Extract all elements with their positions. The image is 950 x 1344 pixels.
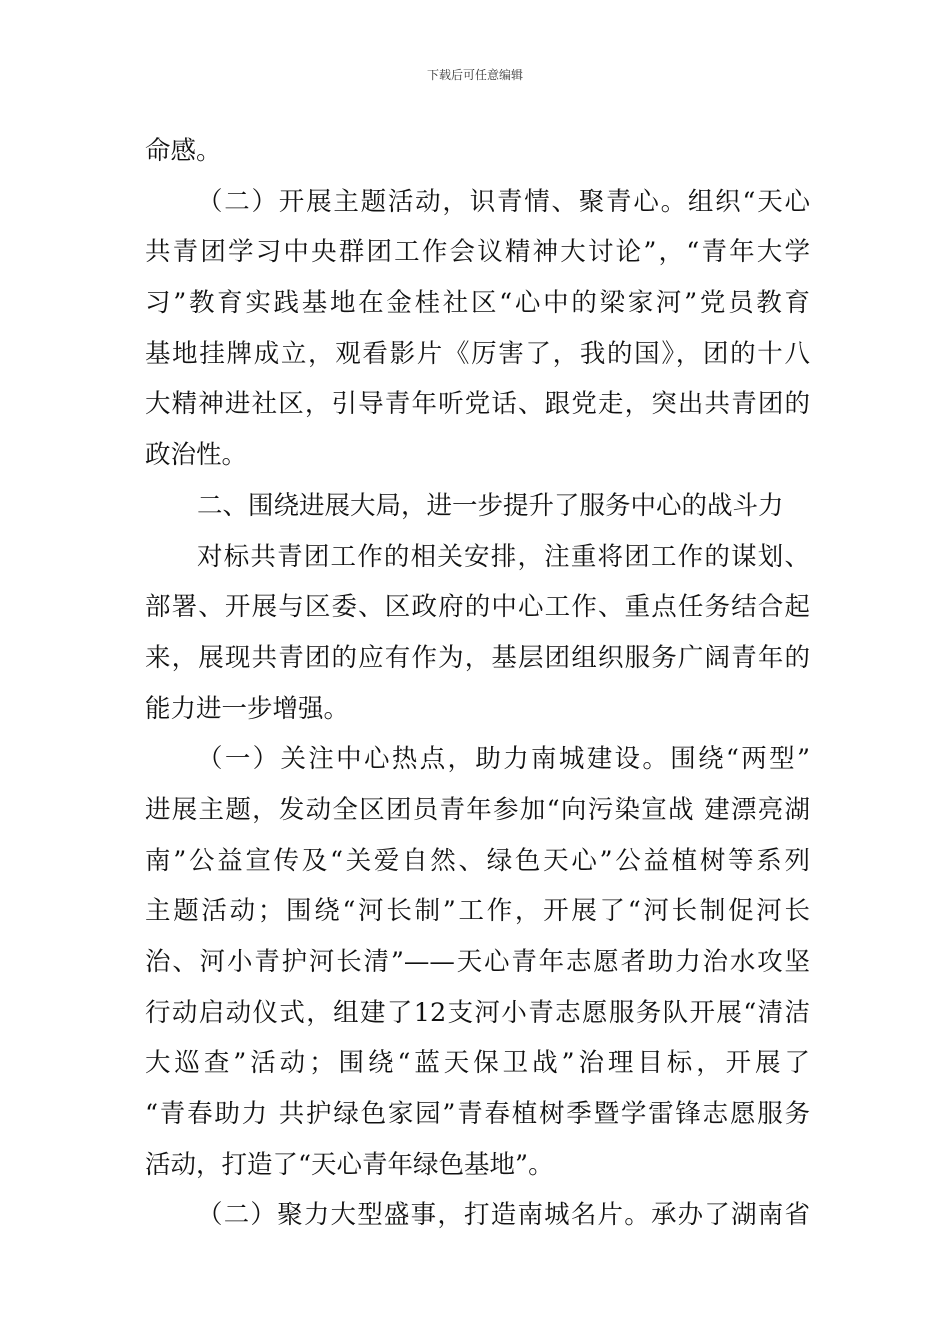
text-line: 基地挂牌成立，观看影片《厉害了，我的国》，团的十八 [145,338,810,369]
text-line: 共青团学习中央群团工作会议精神大讨论”，“青年大学 [145,237,810,268]
text-line: 行动启动仪式，组建了12支河小青志愿服务队开展“清洁 [145,997,810,1028]
text-line: 对标共青团工作的相关安排，注重将团工作的谋划、 [197,541,810,572]
body-text [145,126,810,1241]
section-heading: 二、围绕进展大局，进一步提升了服务中心的战斗力 [197,490,784,521]
text-line: 进展主题，发动全区团员青年参加“向污染宣战 建漂亮湖 [145,794,810,825]
text-line: 主题活动；围绕“河长制”工作，开展了“河长制促河长 [145,896,810,927]
text-line: 南”公益宣传及“关爱自然、绿色天心”公益植树等系列 [145,845,810,876]
text-line: 来，展现共青团的应有作为，基层团组织服务广阔青年的 [145,642,810,673]
text-line: （一）关注中心热点，助力南城建设。围绕“两型” [197,744,810,775]
text-line: 部署、开展与区委、区政府的中心工作、重点任务结合起 [145,592,810,623]
text-line: 活动，打造了“天心青年绿色基地”。 [145,1149,554,1180]
text-line: 能力进一步增强。 [145,693,350,724]
text-line: 政治性。 [145,440,248,471]
text-line: 大精神进社区，引导青年听党话、跟党走，突出共青团的 [145,389,810,420]
text-line: “青春助力 共护绿色家园”青春植树季暨学雷锋志愿服务 [145,1099,810,1130]
text-line: 习”教育实践基地在金桂社区“心中的梁家河”党员教育 [145,288,810,319]
page-header: 下载后可任意编辑 [426,68,523,82]
text-line: 治、河小青护河长清”——天心青年志愿者助力治水攻坚 [145,947,810,977]
text-line: 命感。 [145,136,222,166]
text-line: 大巡查”活动；围绕“蓝天保卫战”治理目标，开展了 [145,1048,810,1079]
text-line: （二）聚力大型盛事，打造南城名片。承办了湖南省 [197,1200,810,1231]
text-line: （二）开展主题活动，识青情、聚青心。组织“天心 [197,186,810,217]
